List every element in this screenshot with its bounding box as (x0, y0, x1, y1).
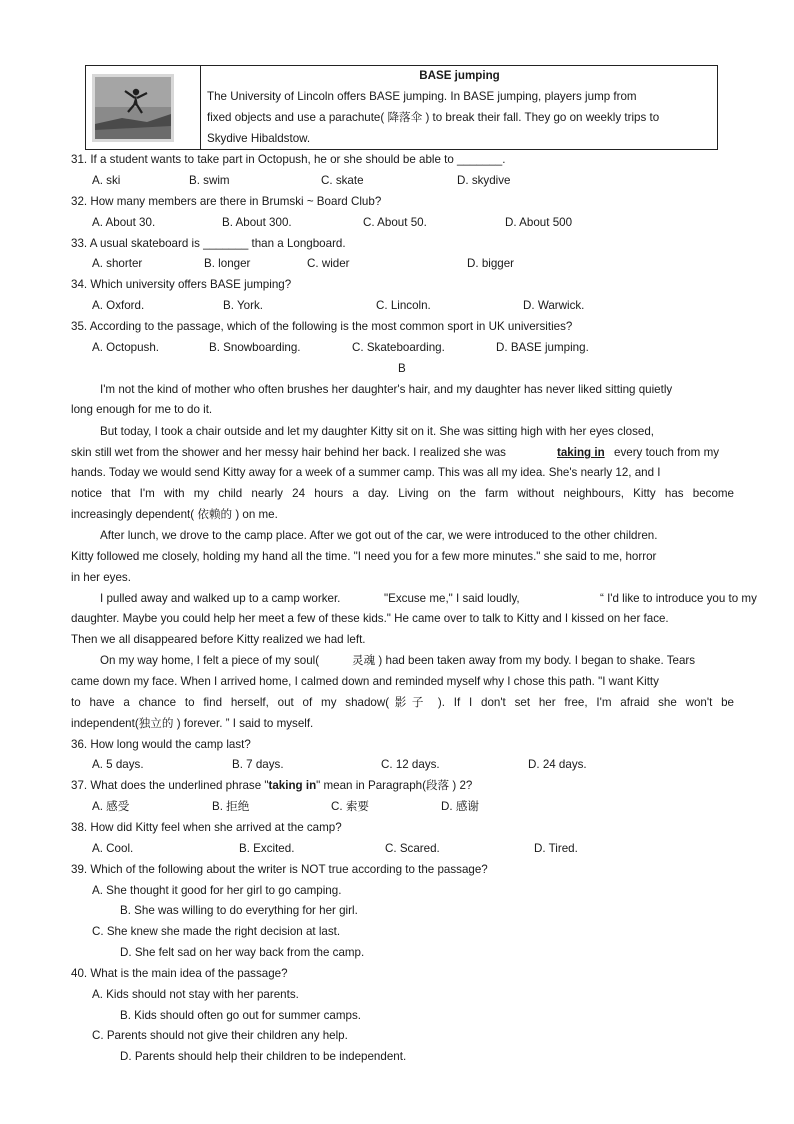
question-37-phrase: taking in (268, 779, 317, 792)
passage-line: Then we all disappeared before Kitty realized we had left. (71, 633, 366, 646)
option-39-d: D. She felt sad on her way back from the camp. (120, 946, 365, 959)
option-35-c: C. Skateboarding. (352, 341, 445, 354)
section-heading: B (398, 362, 406, 375)
question-32: 32. How many members are there in Brumski ~ Board Club? (71, 195, 382, 208)
option-33-b: B. longer (204, 257, 251, 270)
passage-line: hands. Today we would send Kitty away for a week of a summer camp. This was all my idea. She's nearly 12, and I (71, 466, 661, 479)
option-38-b: B. Excited. (239, 842, 295, 855)
question-36: 36. How long would the camp last? (71, 738, 251, 751)
option-31-c: C. skate (321, 174, 364, 187)
option-34-d: D. Warwick. (523, 299, 585, 312)
option-38-c: C. Scared. (385, 842, 440, 855)
option-35-b: B. Snowboarding. (209, 341, 301, 354)
passage-line: "Excuse me," I said loudly, (384, 592, 520, 605)
question-39: 39. Which of the following about the writer is NOT true according to the passage? (71, 863, 488, 876)
option-40-c: C. Parents should not give their children any help. (92, 1029, 348, 1042)
option-36-d: D. 24 days. (528, 758, 587, 771)
option-37-b: B. 拒绝 (212, 800, 250, 813)
table-title: BASE jumping (419, 69, 500, 82)
passage-line: On my way home, I felt a piece of my soul( (100, 654, 320, 667)
question-38: 38. How did Kitty feel when she arrived at the camp? (71, 821, 342, 834)
option-32-a: A. About 30. (92, 216, 156, 229)
passage-line: I pulled away and walked up to a camp worker. (100, 592, 341, 605)
option-37-d: D. 感谢 (441, 800, 480, 813)
option-31-a: A. ski (92, 174, 121, 187)
option-32-d: D. About 500 (505, 216, 573, 229)
passage-line: every touch from my (614, 446, 720, 459)
table-line: Skydive Hibaldstow. (207, 132, 311, 145)
option-33-c: C. wider (307, 257, 350, 270)
passage-line: After lunch, we drove to the camp place. After we got out of the car, we were introduced to the other children. (100, 529, 658, 542)
option-35-d: D. BASE jumping. (496, 341, 589, 354)
option-36-a: A. 5 days. (92, 758, 144, 771)
option-31-d: D. skydive (457, 174, 511, 187)
passage-line: in her eyes. (71, 571, 131, 584)
option-32-c: C. About 50. (363, 216, 427, 229)
option-33-d: D. bigger (467, 257, 515, 270)
question-31: 31. If a student wants to take part in Octopush, he or she should be able to _______. (71, 153, 506, 166)
option-31-b: B. swim (189, 174, 230, 187)
table-line: The University of Lincoln offers BASE jumping. In BASE jumping, players jump from (207, 90, 637, 103)
option-34-c: C. Lincoln. (376, 299, 431, 312)
passage-line: 灵魂 ) had been taken away from my body. I began to shake. Tears (352, 654, 696, 667)
passage-line: to have a chance to find herself, out of my shadow(影子 ). If I don't set her free, I'm afraid she won't be (71, 696, 734, 709)
option-33-a: A. shorter (92, 257, 143, 270)
passage-line: increasingly dependent( 依赖的 ) on me. (71, 508, 278, 521)
question-37-text: 37. What does the underlined phrase " (71, 779, 269, 792)
option-34-a: A. Oxford. (92, 299, 145, 312)
question-37 (71, 778, 472, 794)
passage-line: But today, I took a chair outside and let my daughter Kitty sit on it. She was sitting high with her eyes closed, (100, 425, 655, 438)
question-34: 34. Which university offers BASE jumping? (71, 278, 292, 291)
passage-line: came down my face. When I arrived home, I calmed down and reminded myself why I chose this path. "I want Kitty (71, 675, 659, 688)
base-jumping-photo (92, 74, 174, 142)
question-40: 40. What is the main idea of the passage? (71, 967, 288, 980)
option-32-b: B. About 300. (222, 216, 292, 229)
underlined-phrase: taking in (557, 446, 605, 459)
question-33: 33. A usual skateboard is _______ than a Longboard. (71, 237, 346, 250)
passage-line: I'm not the kind of mother who often brushes her daughter's hair, and my daughter has never liked sitting quietly (100, 383, 673, 396)
option-34-b: B. York. (223, 299, 263, 312)
option-39-c: C. She knew she made the right decision at last. (92, 925, 341, 938)
option-38-a: A. Cool. (92, 842, 134, 855)
passage-line: notice that I'm with my child nearly 24 hours a day. Living on the farm without neighbours, Kitty has become (71, 487, 734, 500)
passage-line: long enough for me to do it. (71, 403, 213, 416)
passage-line: daughter. Maybe you could help her meet a few of these kids." He came over to talk to Kitty and I kissed on her face. (71, 612, 669, 625)
option-37-a: A. 感受 (92, 800, 130, 813)
table-line: fixed objects and use a parachute( 降落伞 ) to break their fall. They go on weekly trips to (207, 111, 660, 124)
club-table-row (85, 65, 718, 150)
question-35: 35. According to the passage, which of the following is the most common sport in UK universities? (71, 320, 573, 333)
passage-line: skin still wet from the shower and her messy hair behind her back. I realized she was (71, 446, 506, 459)
passage-line: “ I'd like to introduce you to my (600, 592, 757, 605)
option-40-d: D. Parents should help their children to be independent. (120, 1050, 407, 1063)
passage-line: independent(独立的 ) forever. ” I said to myself. (71, 717, 314, 730)
option-39-a: A. She thought it good for her girl to go camping. (92, 884, 342, 897)
option-35-a: A. Octopush. (92, 341, 160, 354)
question-37-text: " mean in Paragraph(段落 ) 2? (316, 779, 473, 792)
option-37-c: C. 索要 (331, 800, 370, 813)
option-40-a: A. Kids should not stay with her parents. (92, 988, 299, 1001)
option-38-d: D. Tired. (534, 842, 578, 855)
passage-line: Kitty followed me closely, holding my hand all the time. "I need you for a few more minutes." she said to me, horror (71, 550, 657, 563)
option-36-c: C. 12 days. (381, 758, 440, 771)
option-36-b: B. 7 days. (232, 758, 284, 771)
option-40-b: B. Kids should often go out for summer camps. (120, 1009, 362, 1022)
option-39-b: B. She was willing to do everything for her girl. (120, 904, 358, 917)
